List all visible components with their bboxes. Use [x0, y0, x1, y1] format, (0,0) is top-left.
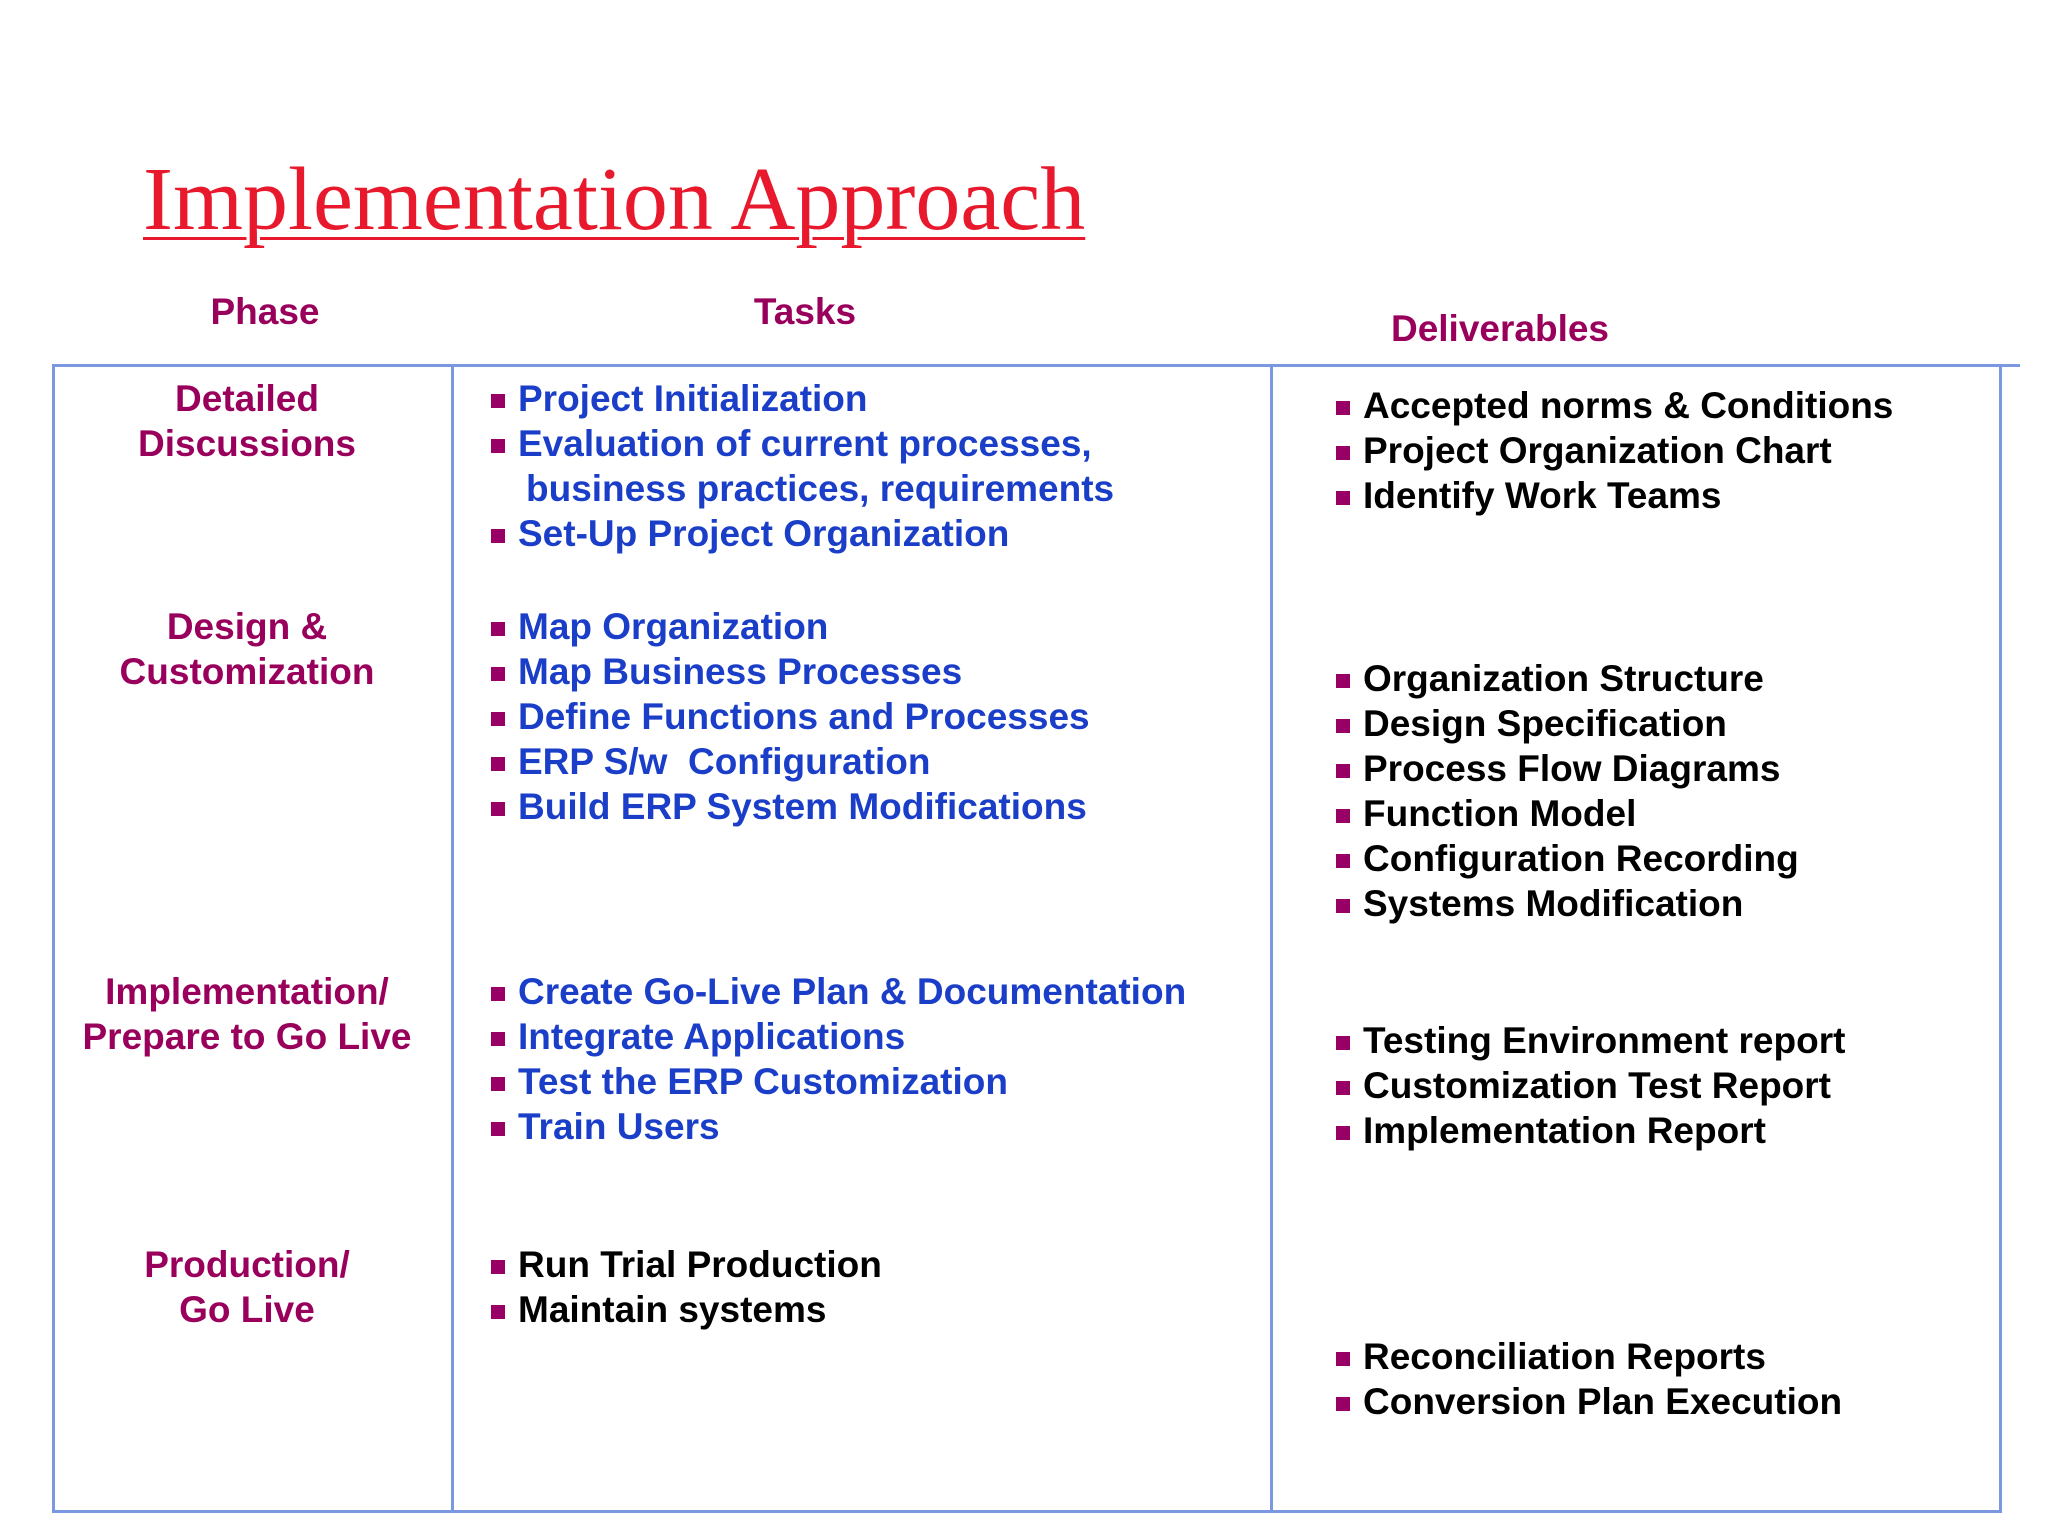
phase-label-line: Production/ [144, 1244, 350, 1285]
deliverable-item: Identify Work Teams [1336, 473, 1893, 518]
task-item: Integrate Applications [491, 1014, 1186, 1059]
phase-label-line: Implementation/ [105, 971, 389, 1012]
square-bullet-icon [491, 622, 505, 636]
header-deliverables: Deliverables [1390, 308, 1610, 349]
square-bullet-icon [491, 987, 505, 1001]
square-bullet-icon [1336, 809, 1350, 823]
square-bullet-icon [1336, 899, 1350, 913]
table-right-rule [1999, 364, 2002, 1513]
square-bullet-icon [491, 802, 505, 816]
deliverable-item: Systems Modification [1336, 881, 1799, 926]
deliverable-item: Project Organization Chart [1336, 428, 1893, 473]
square-bullet-icon [1336, 491, 1350, 505]
deliverable-item: Accepted norms & Conditions [1336, 383, 1893, 428]
task-item: Evaluation of current processes, business practices, requirements [491, 421, 1114, 511]
table-bottom-rule [52, 1510, 2002, 1513]
deliverable-item: Testing Environment report [1336, 1018, 1845, 1063]
square-bullet-icon [1336, 1397, 1350, 1411]
square-bullet-icon [1336, 764, 1350, 778]
deliverable-list [1336, 656, 1799, 926]
task-item: Maintain systems [491, 1287, 882, 1332]
table-divider-2 [1270, 364, 1273, 1513]
square-bullet-icon [491, 529, 505, 543]
square-bullet-icon [491, 394, 505, 408]
task-item: Map Business Processes [491, 649, 1090, 694]
phase-label-line: Detailed [175, 378, 319, 419]
square-bullet-icon [1336, 1036, 1350, 1050]
square-bullet-icon [491, 712, 505, 726]
deliverable-item: Reconciliation Reports [1336, 1334, 1842, 1379]
square-bullet-icon [1336, 401, 1350, 415]
header-phase: Phase [210, 291, 320, 332]
square-bullet-icon [491, 1077, 505, 1091]
deliverable-item: Process Flow Diagrams [1336, 746, 1799, 791]
square-bullet-icon [491, 1305, 505, 1319]
square-bullet-icon [491, 1032, 505, 1046]
task-list [491, 969, 1186, 1149]
deliverable-item: Customization Test Report [1336, 1063, 1845, 1108]
task-item: Build ERP System Modifications [491, 784, 1090, 829]
deliverable-list [1336, 1018, 1845, 1153]
task-list [491, 1242, 882, 1332]
task-item: ERP S/w Configuration [491, 739, 1090, 784]
table-top-rule [52, 364, 2020, 367]
task-item: Define Functions and Processes [491, 694, 1090, 739]
square-bullet-icon [1336, 674, 1350, 688]
task-item: Create Go-Live Plan & Documentation [491, 969, 1186, 1014]
deliverable-list [1336, 1334, 1842, 1424]
phase-label [52, 1242, 442, 1332]
phase-label [52, 604, 442, 694]
task-list [491, 376, 1114, 556]
phase-label-line: Discussions [138, 423, 356, 464]
phase-label [52, 376, 442, 466]
deliverable-item: Function Model [1336, 791, 1799, 836]
deliverable-item: Design Specification [1336, 701, 1799, 746]
square-bullet-icon [491, 1260, 505, 1274]
square-bullet-icon [491, 1122, 505, 1136]
task-item: Project Initialization [491, 376, 1114, 421]
task-item: Map Organization [491, 604, 1090, 649]
task-item: Train Users [491, 1104, 1186, 1149]
phase-label-line: Customization [119, 651, 375, 692]
deliverable-list [1336, 383, 1893, 518]
deliverable-item: Configuration Recording [1336, 836, 1799, 881]
square-bullet-icon [491, 757, 505, 771]
square-bullet-icon [491, 439, 505, 453]
phase-label [52, 969, 442, 1059]
deliverable-item: Organization Structure [1336, 656, 1799, 701]
square-bullet-icon [491, 667, 505, 681]
phase-label-line: Go Live [179, 1289, 315, 1330]
square-bullet-icon [1336, 1126, 1350, 1140]
phase-label-line: Design & [166, 606, 328, 647]
deliverable-item: Conversion Plan Execution [1336, 1379, 1842, 1424]
table-left-rule [52, 364, 55, 1513]
task-list [491, 604, 1090, 829]
deliverable-item: Implementation Report [1336, 1108, 1845, 1153]
page-title: Implementation Approach [143, 150, 1086, 249]
table-divider-1 [451, 364, 454, 1513]
task-item: Test the ERP Customization [491, 1059, 1186, 1104]
square-bullet-icon [1336, 1081, 1350, 1095]
task-item: Set-Up Project Organization [491, 511, 1114, 556]
task-item: Run Trial Production [491, 1242, 882, 1287]
phase-label-line: Prepare to Go Live [82, 1016, 412, 1057]
square-bullet-icon [1336, 719, 1350, 733]
square-bullet-icon [1336, 446, 1350, 460]
header-tasks: Tasks [753, 291, 857, 332]
square-bullet-icon [1336, 854, 1350, 868]
square-bullet-icon [1336, 1352, 1350, 1366]
